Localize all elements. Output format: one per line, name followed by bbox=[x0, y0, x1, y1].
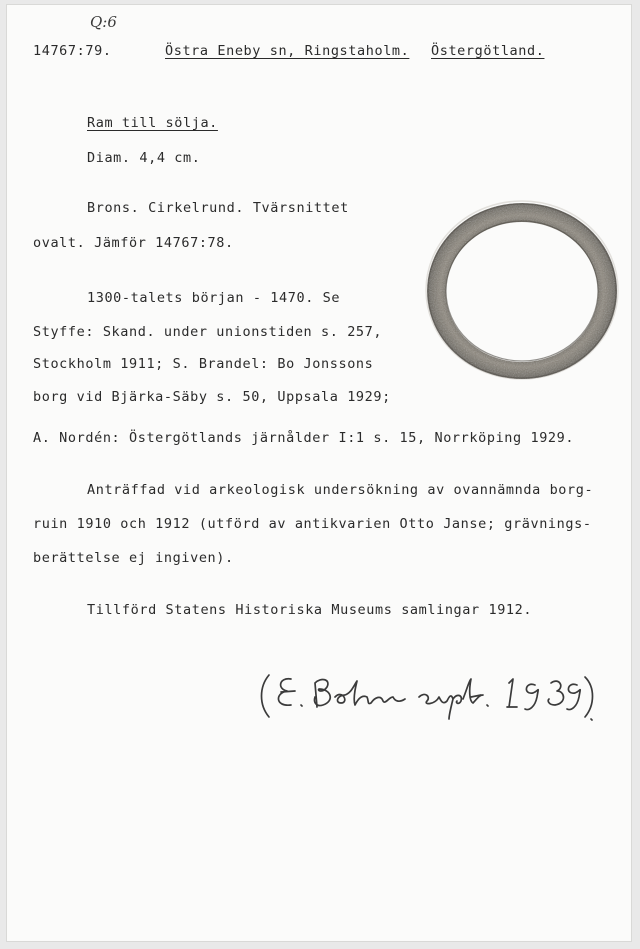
find-line-3: berättelse ej ingiven). bbox=[33, 550, 234, 566]
find-location: Östra Eneby sn, Ringstaholm. bbox=[165, 43, 410, 59]
catalog-number: 14767:79. bbox=[33, 43, 112, 59]
dating-line-5: A. Nordén: Östergötlands järnålder I:1 s. 15, Norrköping 1929. bbox=[33, 430, 575, 446]
dating-line-2: Styffe: Skand. under unionstiden s. 257, bbox=[33, 324, 383, 340]
description-line-1: Brons. Cirkelrund. Tvärsnittet bbox=[87, 200, 349, 216]
bronze-ring-photo bbox=[421, 197, 621, 387]
acquisition-line: Tillförd Statens Historiska Museums samlingar 1912. bbox=[87, 602, 533, 618]
handwritten-signature bbox=[255, 667, 595, 723]
find-line-2: ruin 1910 och 1912 (utförd av antikvarien Otto Janse; grävnings- bbox=[33, 516, 592, 532]
find-line-1: Anträffad vid arkeologisk undersökning av ovannämnda borg- bbox=[87, 482, 594, 498]
dating-line-1: 1300-talets början - 1470. Se bbox=[87, 290, 341, 306]
signature-text: (E. Bohm sept. 1939). bbox=[255, 667, 268, 668]
catalog-card bbox=[6, 4, 632, 942]
pencil-mark: Q:6 bbox=[90, 13, 117, 31]
description-line-2: ovalt. Jämför 14767:78. bbox=[33, 235, 234, 251]
object-title: Ram till sölja. bbox=[87, 115, 218, 131]
dating-line-4: borg vid Bjärka-Säby s. 50, Uppsala 1929; bbox=[33, 389, 391, 405]
province: Östergötland. bbox=[431, 43, 545, 59]
object-diameter: Diam. 4,4 cm. bbox=[87, 150, 201, 166]
dating-line-3: Stockholm 1911; S. Brandel: Bo Jonssons bbox=[33, 356, 374, 372]
